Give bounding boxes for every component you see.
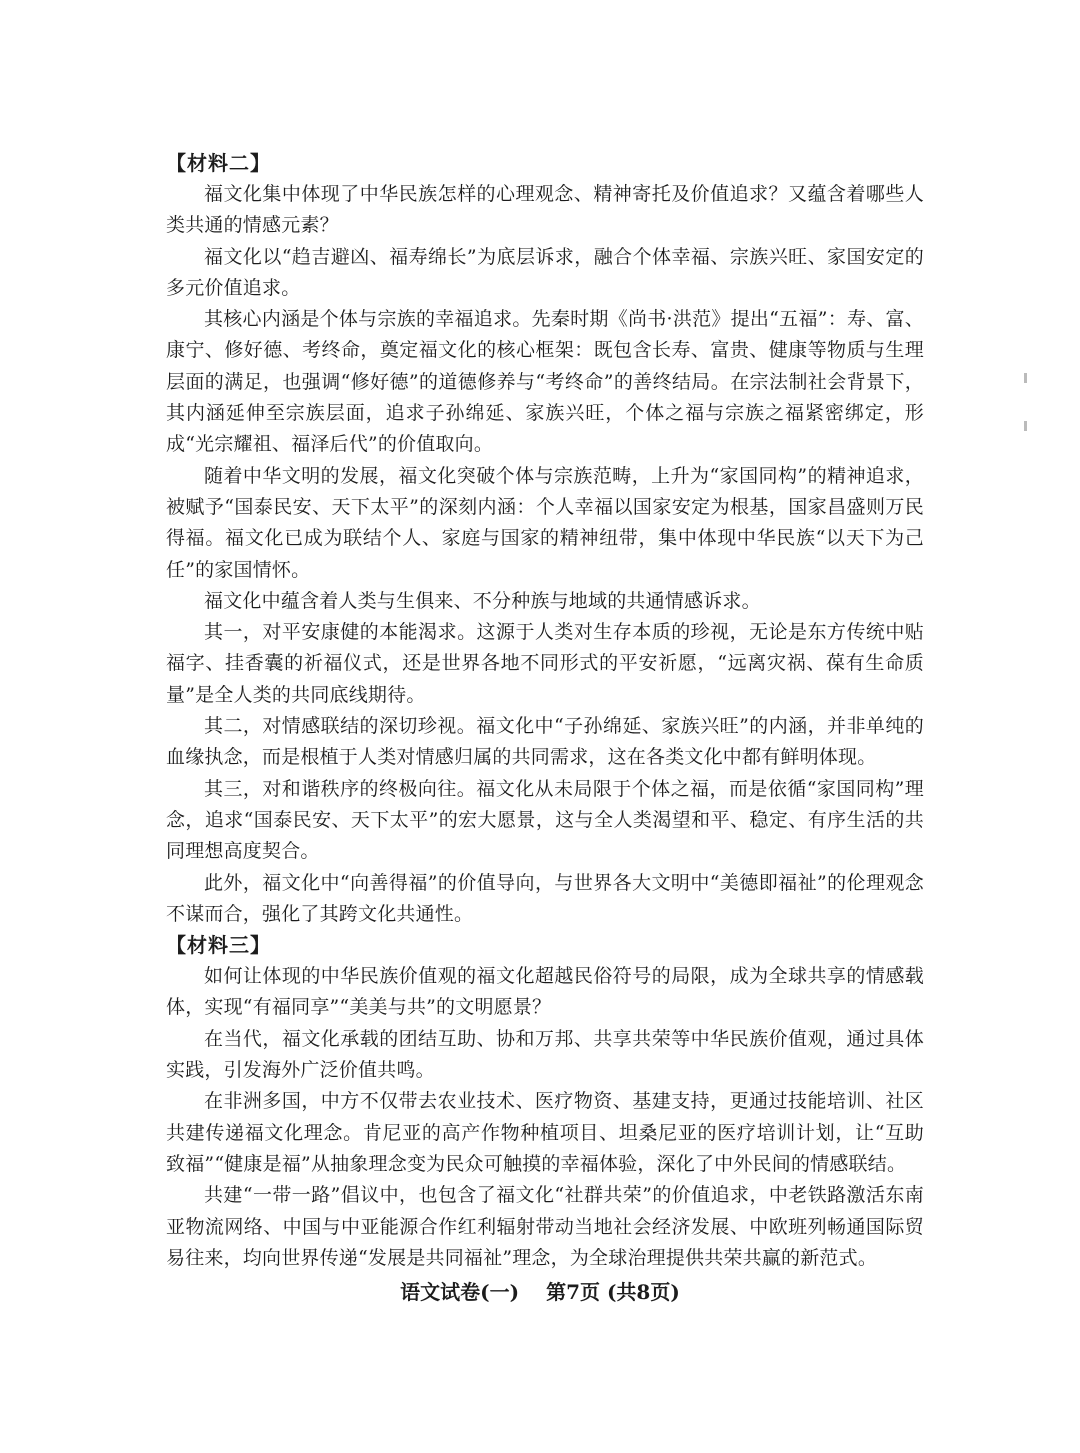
material-three-paragraph: 共建“一带一路”倡议中，也包含了福文化“社群共荣”的价值追求，中老铁路激活东南亚物流网络、中国与中亚能源合作红利辐射带动当地社会经济发展、中欧班列畅通国际贸易往来，均向世界传递“发展是共同福祉”理念，为全球治理提供共荣共赢的新范式。 xyxy=(166,1184,924,1269)
page-footer xyxy=(0,1279,1080,1305)
page-number: 第7页 (共8页) xyxy=(546,1280,680,1304)
exam-title: 语文试卷(一) xyxy=(400,1280,520,1304)
material-three-section xyxy=(166,930,924,1274)
material-three-heading: 【材料三】 xyxy=(166,933,271,958)
scan-speck xyxy=(1024,373,1027,383)
exam-page-body xyxy=(166,148,924,1274)
material-two-paragraph: 其二，对情感联结的深切珍视。福文化中“子孙绵延、家族兴旺”的内涵，并非单纯的血缘执念，而是根植于人类对情感归属的共同需求，这在各类文化中都有鲜明体现。 xyxy=(166,715,924,769)
material-three-paragraph: 如何让体现的中华民族价值观的福文化超越民俗符号的局限，成为全球共享的情感载体，实现“有福同享”“美美与共”的文明愿景？ xyxy=(166,965,924,1019)
material-two-paragraph: 福文化集中体现了中华民族怎样的心理观念、精神寄托及价值追求？又蕴含着哪些人类共通的情感元素？ xyxy=(166,183,924,237)
material-two-heading: 【材料二】 xyxy=(166,151,271,175)
material-two-paragraph: 福文化中蕴含着人类与生俱来、不分种族与地域的共通情感诉求。 xyxy=(204,589,761,612)
material-two-paragraph: 其核心内涵是个体与宗族的幸福追求。先秦时期《尚书·洪范》提出“五福”：寿、富、康宁、修好德、考终命，奠定福文化的核心框架：既包含长寿、富贵、健康等物质与生理层面的满足，也强调“修好德”的道德修养与“考终命”的善终结局。在宗法制社会背景下，其内涵延伸至宗族层面，追求子孙绵延、家族兴旺，个体之福与宗族之福紧密绑定，形成“光宗耀祖、福泽后代”的价值取向。 xyxy=(166,308,924,456)
scan-speck xyxy=(1024,421,1027,431)
material-three-paragraph: 在非洲多国，中方不仅带去农业技术、医疗物资、基建支持，更通过技能培训、社区共建传递福文化理念。肯尼亚的高产作物种植项目、坦桑尼亚的医疗培训计划，让“互助致福”“健康是福”从抽象理念变为民众可触摸的幸福体验，深化了中外民间的情感联结。 xyxy=(166,1090,924,1175)
material-two-paragraph: 其一，对平安康健的本能渴求。这源于人类对生存本质的珍视，无论是东方传统中贴福字、挂香囊的祈福仪式，还是世界各地不同形式的平安祈愿，“远离灾祸、葆有生命质量”是全人类的共同底线期待。 xyxy=(166,621,924,706)
material-two-paragraph: 福文化以“趋吉避凶、福寿绵长”为底层诉求，融合个体幸福、宗族兴旺、家国安定的多元价值追求。 xyxy=(166,245,924,299)
material-two-paragraph: 其三，对和谐秩序的终极向往。福文化从未局限于个体之福，而是依循“家国同构”理念，追求“国泰民安、天下太平”的宏大愿景，这与全人类渴望和平、稳定、有序生活的共同理想高度契合。 xyxy=(166,777,924,863)
material-two-paragraph: 随着中华文明的发展，福文化突破个体与宗族范畴，上升为“家国同构”的精神追求，被赋予“国泰民安、天下太平”的深刻内涵：个人幸福以国家安定为根基，国家昌盛则万民得福。福文化已成为联结个人、家庭与国家的精神纽带，集中体现中华民族“以天下为己任”的家国情怀。 xyxy=(166,464,924,581)
material-two-section xyxy=(166,148,924,930)
material-three-paragraph: 在当代，福文化承载的团结互助、协和万邦、共享共荣等中华民族价值观，通过具体实践，引发海外广泛价值共鸣。 xyxy=(166,1027,924,1082)
material-two-paragraph: 此外，福文化中“向善得福”的价值导向，与世界各大文明中“美德即福祉”的伦理观念不谋而合，强化了其跨文化共通性。 xyxy=(166,871,924,925)
